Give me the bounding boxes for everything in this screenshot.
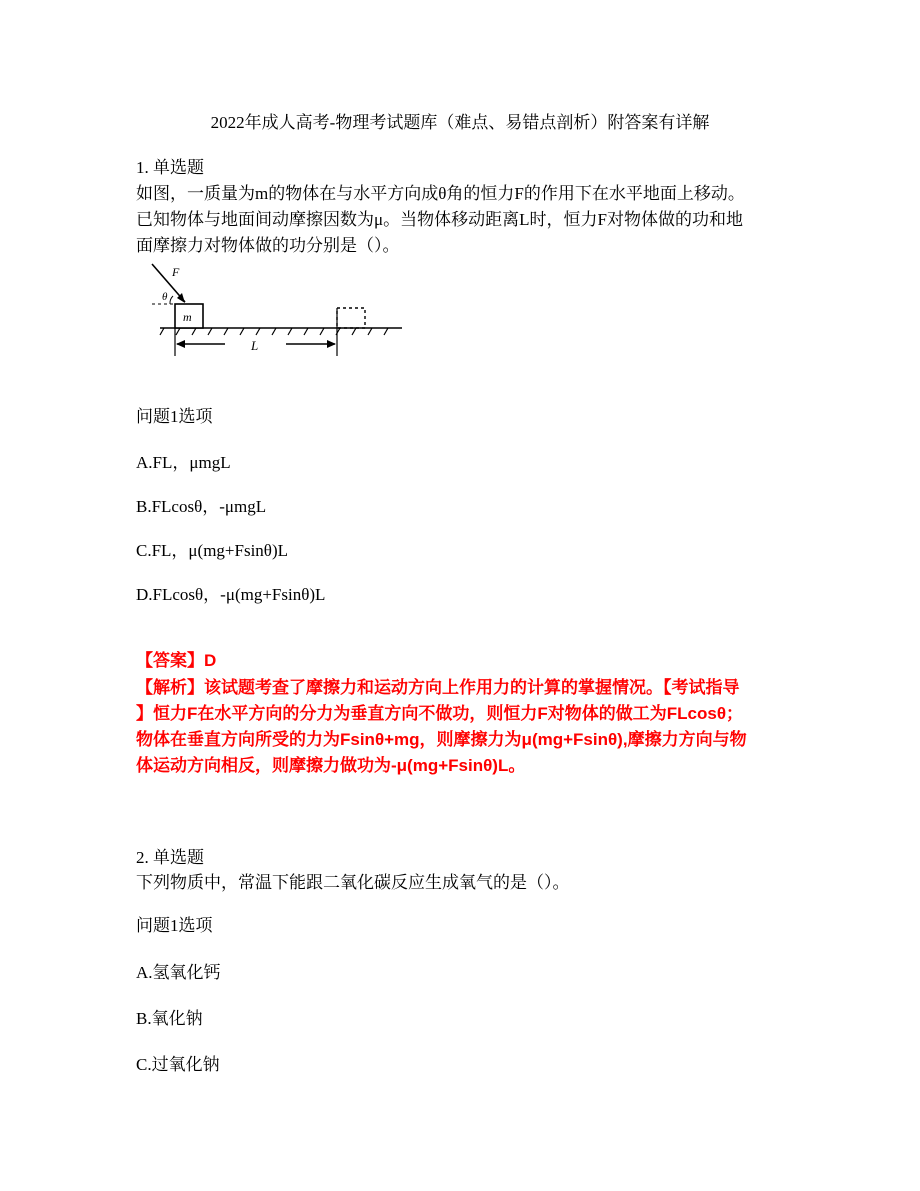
question-stem-line: 已知物体与地面间动摩擦因数为μ。当物体移动距离L时，恒力F对物体做的功和地: [136, 210, 743, 229]
ground-hatching: [160, 328, 388, 335]
question-number: 2. 单选题: [136, 848, 204, 867]
physics-figure: [140, 258, 410, 363]
mass-label: m: [183, 310, 192, 324]
option-c: C.FL，μ(mg+Fsinθ)L: [136, 541, 288, 560]
option-a: A.氢氧化钙: [136, 963, 221, 982]
option-b: B.氧化钠: [136, 1009, 203, 1028]
analysis-line: 【解析】该试题考查了摩擦力和运动方向上作用力的计算的掌握情况。【考试指导: [136, 678, 740, 697]
options-heading: 问题1选项: [136, 407, 213, 426]
question-number: 1. 单选题: [136, 158, 204, 177]
question-stem-line: 如图，一质量为m的物体在与水平方向成θ角的恒力F的作用下在水平地面上移动。: [136, 184, 745, 203]
angle-label: θ: [162, 291, 168, 303]
analysis-line: 】恒力F在水平方向的分力为垂直方向不做功，则恒力F对物体的做工为FLcosθ；: [136, 704, 744, 723]
option-c: C.过氧化钠: [136, 1055, 220, 1074]
option-a: A.FL，μmgL: [136, 453, 231, 472]
angle-arc: [170, 296, 173, 304]
distance-label: L: [251, 338, 259, 353]
question-stem-line: 面摩擦力对物体做的功分别是（）。: [136, 236, 400, 255]
document-title: 2022年成人高考-物理考试题库（难点、易错点剖析）附答案有详解: [210, 113, 710, 132]
options-heading: 问题1选项: [136, 916, 213, 935]
option-b: B.FLcosθ，-μmgL: [136, 497, 267, 516]
final-position-block: [337, 308, 365, 328]
answer-text: 【答案】D: [136, 651, 217, 670]
analysis-line: 体运动方向相反，则摩擦力做功为-μ(mg+Fsinθ)L。: [136, 756, 526, 775]
force-label: F: [172, 265, 180, 279]
analysis-line: 物体在垂直方向所受的力为Fsinθ+mg，则摩擦力为μ(mg+Fsinθ),摩擦力方向与物: [136, 730, 747, 749]
question-stem-line: 下列物质中，常温下能跟二氧化碳反应生成氧气的是（）。: [136, 873, 570, 892]
option-d: D.FLcosθ，-μ(mg+Fsinθ)L: [136, 585, 326, 604]
